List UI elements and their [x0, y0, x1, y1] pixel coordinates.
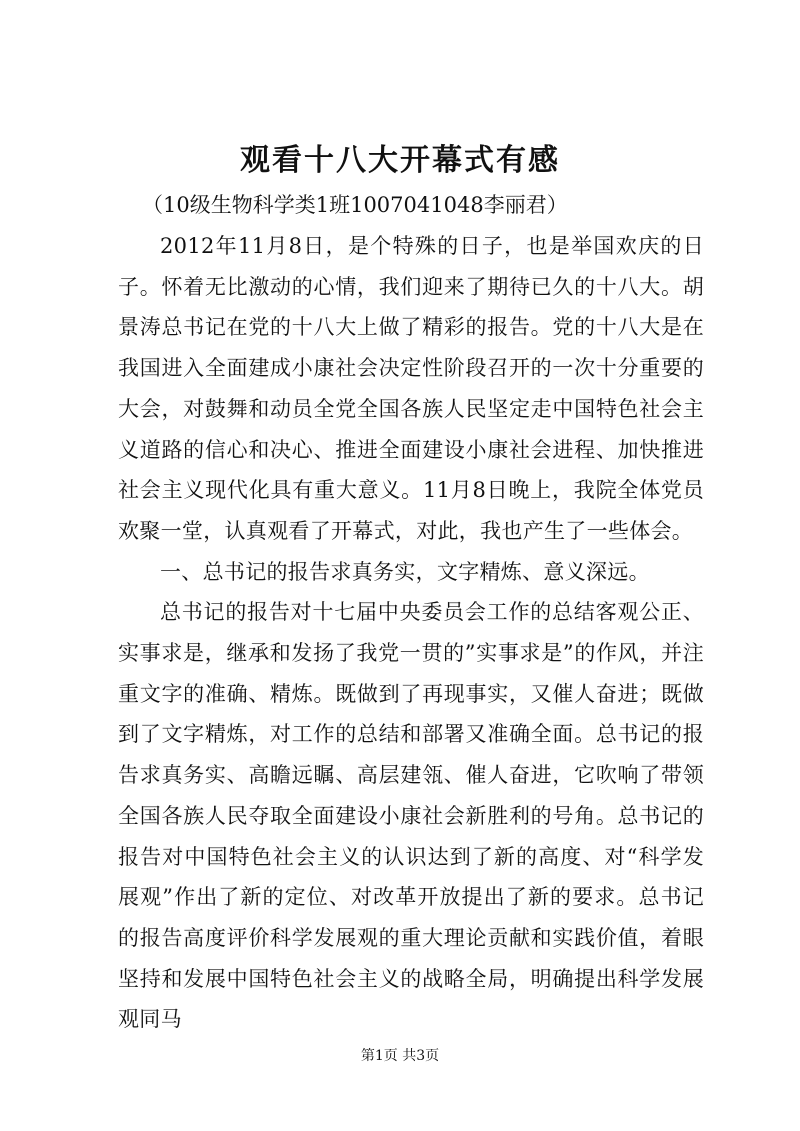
section-heading: 一、总书记的报告求真务实，文字精炼、意义深远。	[160, 559, 650, 584]
document-title: 观看十八大开幕式有感	[240, 143, 560, 178]
paragraph-report: 总书记的报告对十七届中央委员会工作的总结客观公正、实事求是，继承和发扬了我党一贯的”实事求是”的作风，并注重文字的准确、精炼。既做到了再现事实，又催人奋进；既做到了文字精炼，对工作的总结和部署又准确全面。总书记的报告求真务实、高瞻远瞩、高层建瓴、催人奋进，它吹响了带领全国各族人民夺取全面建设小康社会新胜利的号角。总书记的报告对中国特色社会主义的认识达到了新的高度、对“科学发展观”作出了新的定位、对改革开放提出了新的要求。总书记的报告高度评价科学发展观的重大理论贡献和实践价值，着眼坚持和发展中国特色社会主义的战略全局，明确提出科学发展观同马	[118, 600, 704, 1032]
author-info: （10级生物科学类1班1007041048李丽君）	[142, 193, 568, 217]
document-body	[118, 226, 704, 1040]
paragraph-intro: 2012年11月8日，是个特殊的日子，也是举国欢庆的日子。怀着无比激动的心情，我们迎来了期待已久的十八大。胡景涛总书记在党的十八大上做了精彩的报告。党的十八大是在我国进入全面建成小康社会决定性阶段召开的一次十分重要的大会，对鼓舞和动员全党全国各族人民坚定走中国特色社会主义道路的信心和决心、推进全面建设小康社会进程、加快推进社会主义现代化具有重大意义。11月8日晚上，我院全体党员欢聚一堂，认真观看了开幕式，对此，我也产生了一些体会。	[118, 234, 704, 543]
page-indicator: 第1页 共3页	[360, 1048, 440, 1064]
